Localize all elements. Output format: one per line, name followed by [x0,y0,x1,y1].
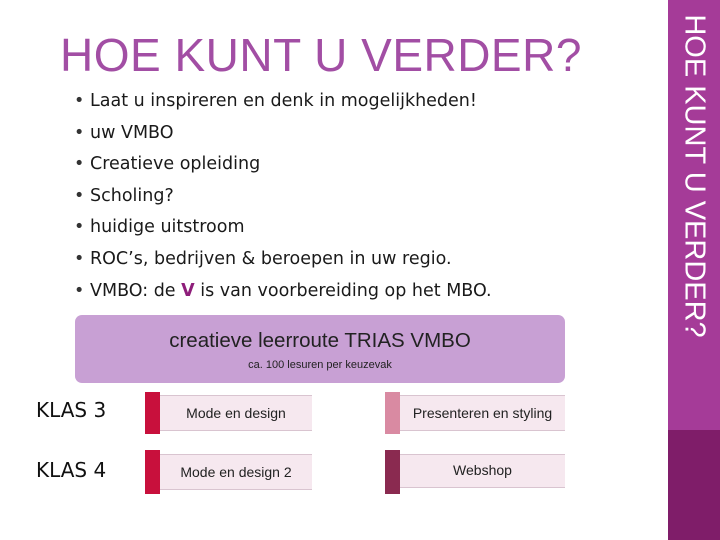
bullet-item: • huidige uitstroom [74,212,492,244]
klas-4-label: KLAS 4 [36,458,107,482]
bullet-item: • Creatieve opleiding [74,149,492,181]
bullet-text: is van voorbereiding op het MBO. [194,280,492,301]
sidebar-title: HOE KUNT U VERDER? [678,14,711,338]
banner-title: creatieve leerroute TRIAS VMBO [169,329,471,352]
klas-4-left-box [160,454,312,490]
klas-3-left-accent [145,392,160,434]
page-title: HOE KUNT U VERDER? [60,29,582,81]
bullet-item: • uw VMBO [74,118,492,150]
bullet-text: VMBO: de [90,280,182,301]
klas-3-left-box [160,395,312,431]
course-label: Mode en design 2 [180,464,292,480]
bullet-item: • ROC’s, bedrijven & beroepen in uw regio. [74,244,492,276]
klas-3-label: KLAS 3 [36,398,107,422]
bullet-item: • Laat u inspireren en denk in mogelijkheden! [74,86,492,118]
klas-4-right-box [400,454,565,488]
course-label: Webshop [453,462,512,478]
klas-3-right-accent [385,392,400,434]
klas-4-left-accent [145,450,160,494]
side-bar-accent [668,430,720,540]
klas-3-right-box [400,395,565,431]
course-label: Presenteren en styling [412,405,553,421]
bullet-item [74,276,492,308]
bullet-item: • Scholing? [74,181,492,213]
bullet-list [74,86,492,307]
banner-subtitle: ca. 100 lesuren per keuzevak [248,359,392,371]
leerroute-banner [75,315,565,383]
highlight-letter: V [181,280,195,301]
klas-4-right-accent [385,450,400,494]
side-bar-divider [666,0,668,540]
course-label: Mode en design [186,405,286,421]
